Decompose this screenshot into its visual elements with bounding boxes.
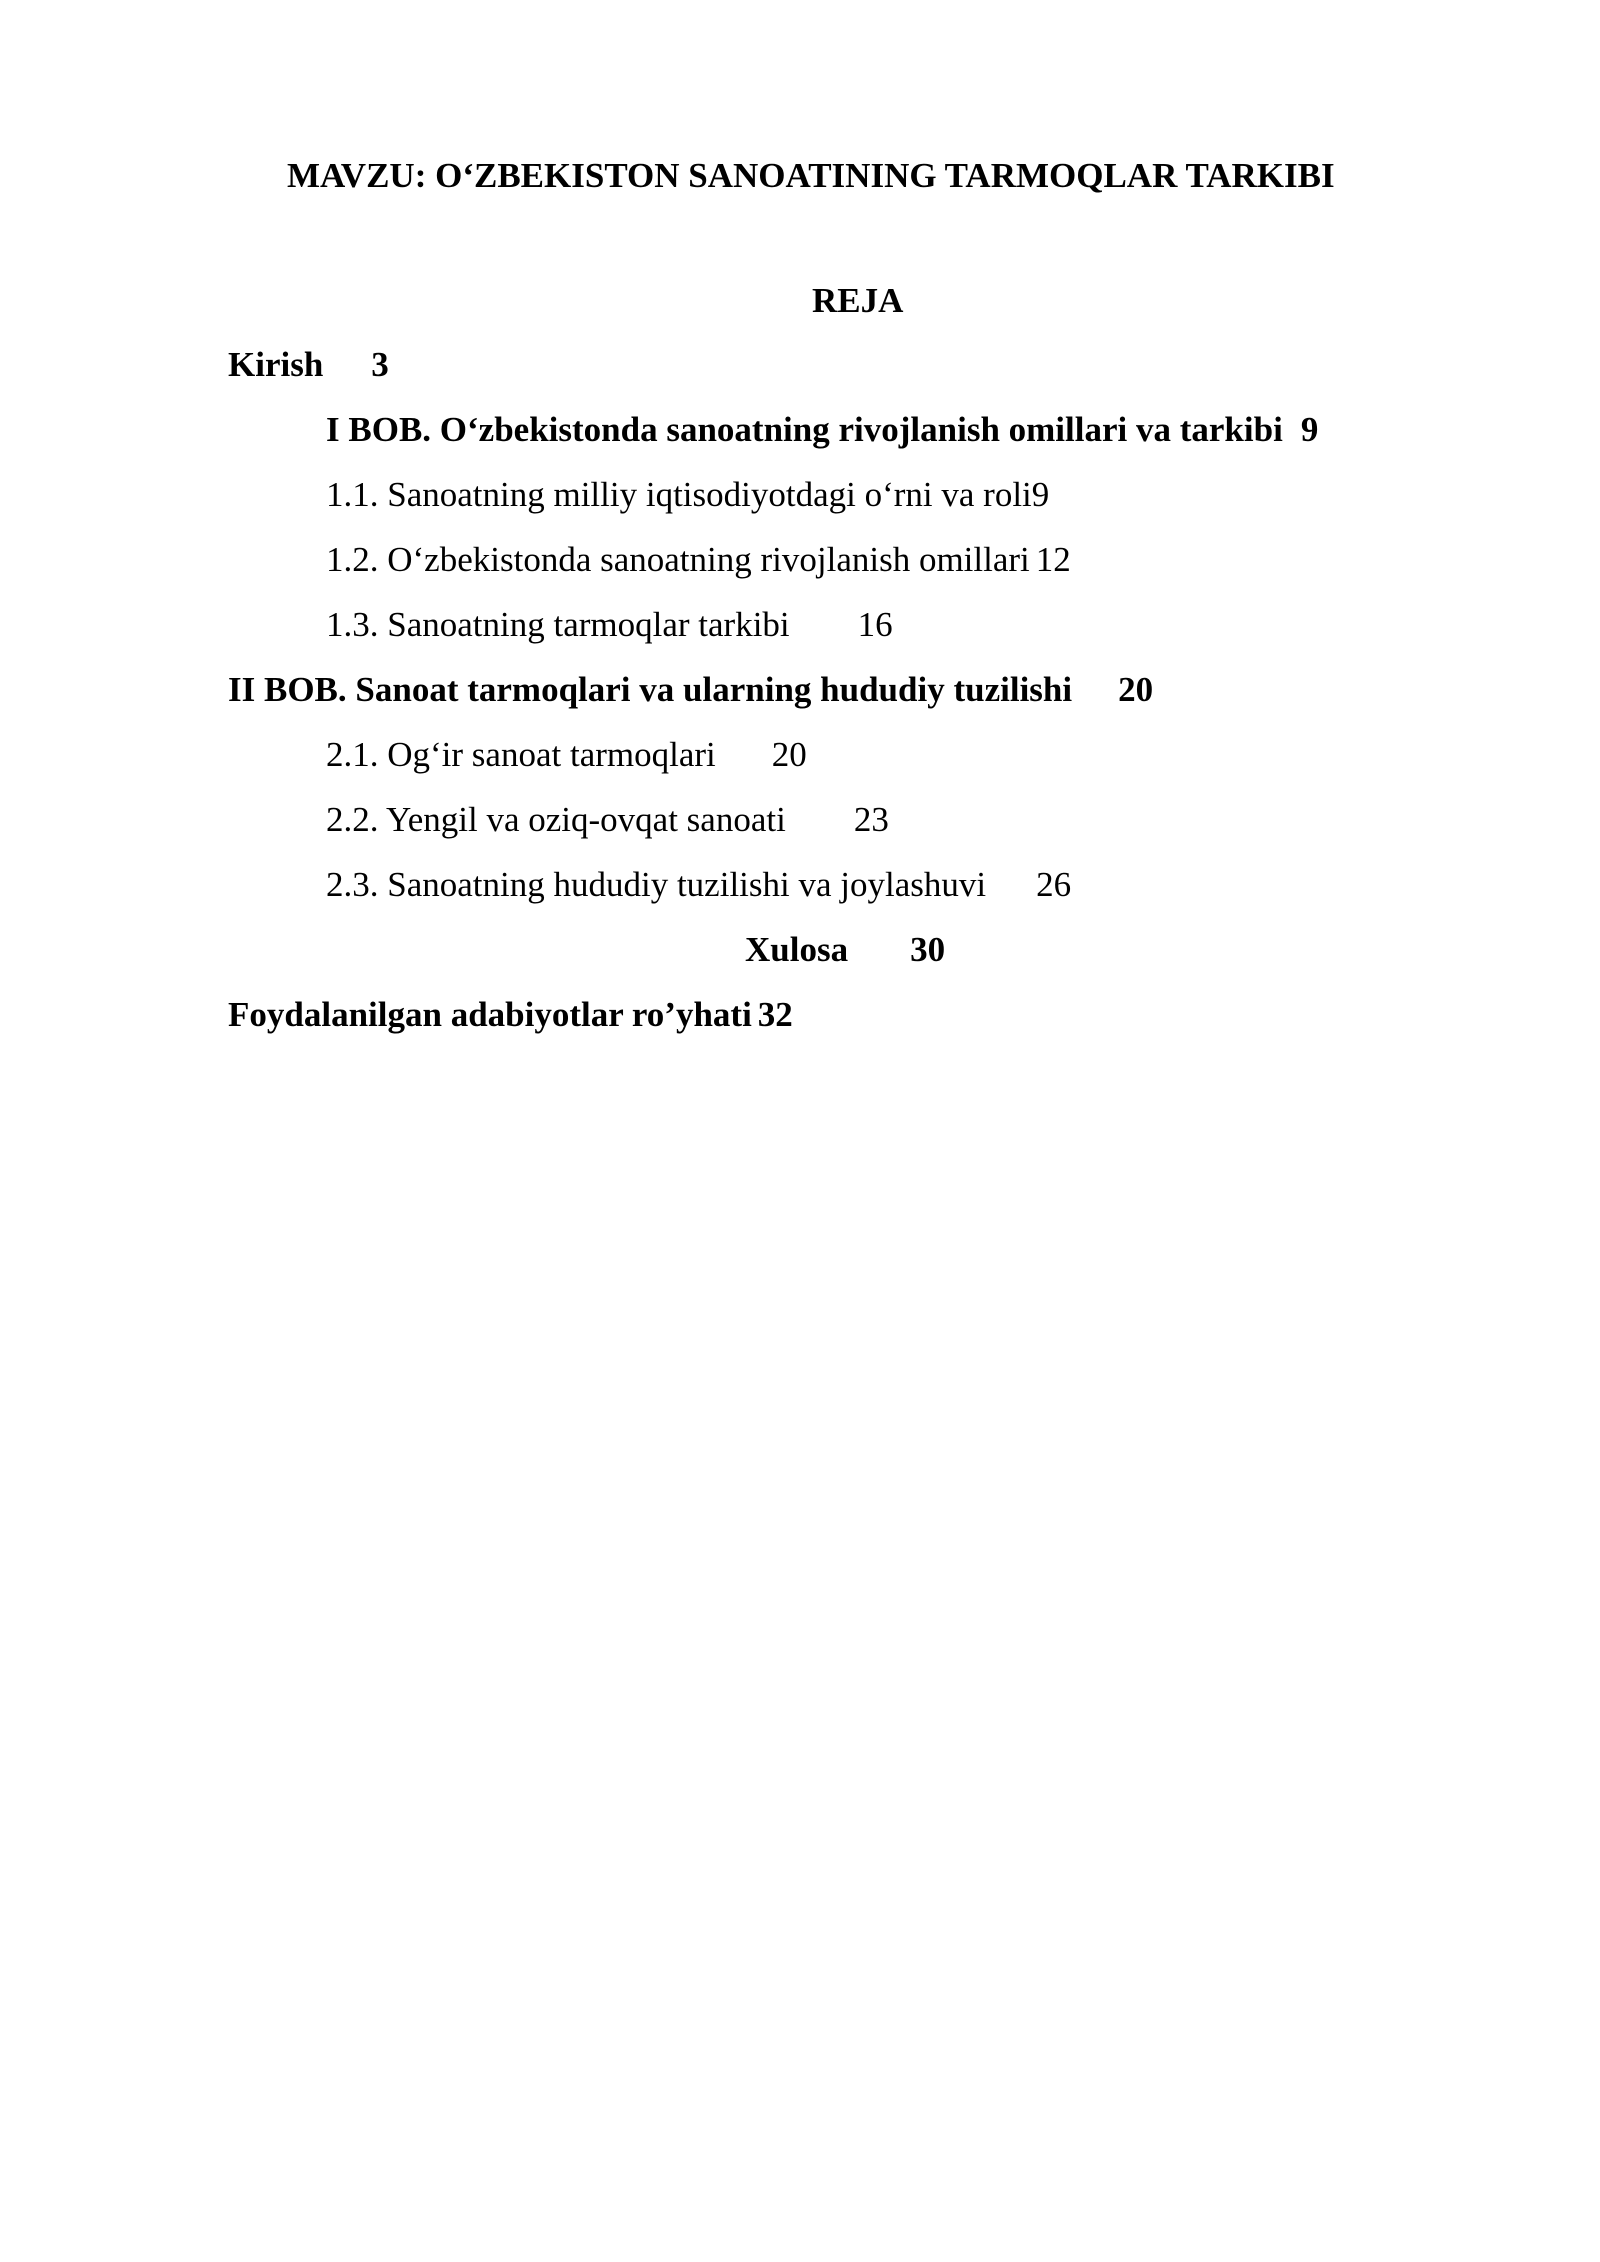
toc-entry-page: 26 [1036,865,1072,904]
toc-entry-label: I BOB. O‘zbekistonda sanoatning rivojlanish omillari va tarkibi [326,410,1283,449]
toc-entry-label: 2.2. Yengil va oziq-ovqat sanoati [326,800,786,839]
toc-entry-label: 1.2. O‘zbekistonda sanoatning rivojlanish omillari [326,540,1030,579]
toc-entry-conclusion [745,930,945,970]
toc-entry-page: 20 [771,735,807,774]
toc-entry-label: Xulosa [745,930,849,969]
toc-entry-section-1-3 [326,605,893,645]
toc-entry-label: 1.3. Sanoatning tarmoqlar tarkibi [326,605,790,644]
toc-entry-label: 2.1. Og‘ir sanoat tarmoqlari [326,735,716,774]
toc-entry-page: 16 [857,605,893,644]
toc-entry-page: 3 [371,345,389,384]
toc-entry-page: 9 [1031,475,1050,514]
document-title: MAVZU: O‘ZBEKISTON SANOATINING TARMOQLAR TARKIBI [287,156,1335,195]
toc-entry-page: 12 [1035,540,1071,579]
toc-entry-label: 1.1. Sanoatning milliy iqtisodiyotdagi o‘rni va roli [326,475,1032,514]
toc-entry-page: 20 [1118,670,1154,709]
plan-heading: REJA [812,281,904,320]
toc-entry-section-2-1 [326,735,807,775]
toc-entry-introduction [228,345,389,385]
toc-entry-page: 30 [910,930,946,969]
toc-entry-section-2-2 [326,800,889,840]
toc-entry-label: 2.3. Sanoatning hududiy tuzilishi va joylashuvi [326,865,987,904]
toc-entry-page: 23 [853,800,889,839]
toc-entry-page: 32 [757,995,793,1034]
toc-entry-section-1-2 [326,540,1071,580]
toc-entry-page: 9 [1300,410,1319,449]
toc-entry-label: Kirish [228,345,324,384]
toc-entry-chapter-1 [326,410,1318,450]
toc-entry-section-2-3 [326,865,1071,905]
toc-entry-label: II BOB. Sanoat tarmoqlari va ularning hududiy tuzilishi [228,670,1073,709]
toc-entry-chapter-2 [228,670,1153,710]
toc-entry-section-1-1 [326,475,1049,515]
toc-entry-references [228,995,793,1035]
toc-entry-label: Foydalanilgan adabiyotlar ro’yhati [228,995,752,1034]
